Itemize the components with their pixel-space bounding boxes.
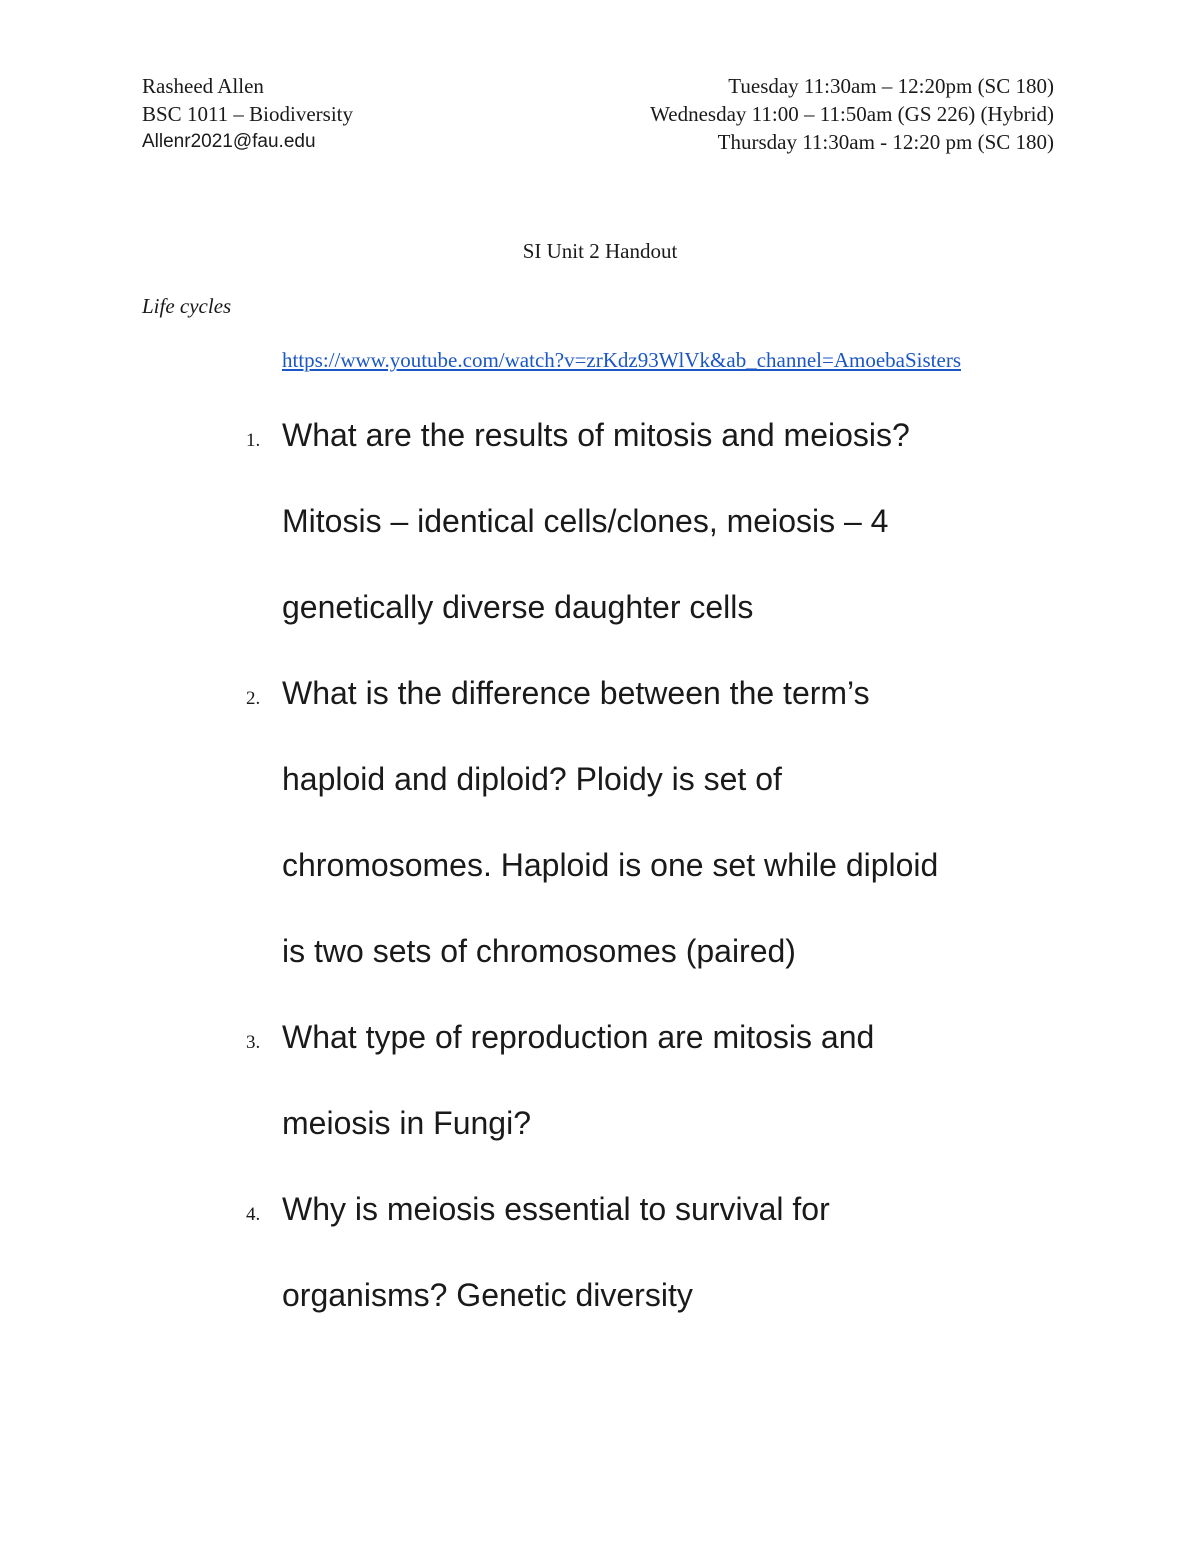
schedule-thursday: Thursday 11:30am - 12:20 pm (SC 180) <box>717 130 1054 154</box>
answer-line: genetically diverse daughter cells <box>282 589 754 625</box>
schedule-tuesday: Tuesday 11:30am – 12:20pm (SC 180) <box>728 74 1054 98</box>
section-heading: Life cycles <box>142 294 232 318</box>
question-number: 1. <box>246 430 261 451</box>
question-line: Why is meiosis essential to survival for <box>282 1191 830 1227</box>
question-list <box>0 392 1200 1338</box>
video-link[interactable]: https://www.youtube.com/watch?v=zrKdz93WlVk&ab_channel=AmoebaSisters <box>282 348 961 372</box>
question-number: 3. <box>246 1032 261 1053</box>
question-line: What type of reproduction are mitosis and <box>282 1019 875 1055</box>
document-header <box>142 72 1054 156</box>
question-item-3 <box>0 994 1200 1166</box>
author-name: Rasheed Allen <box>142 74 264 98</box>
schedule-wednesday: Wednesday 11:00 – 11:50am (GS 226) (Hybrid) <box>650 102 1054 126</box>
question-number: 4. <box>246 1204 261 1225</box>
header-row-1 <box>142 72 1054 100</box>
answer-line: organisms? Genetic diversity <box>282 1277 693 1313</box>
answer-line: is two sets of chromosomes (paired) <box>282 933 796 969</box>
answer-line: Mitosis – identical cells/clones, meiosis – 4 <box>282 503 889 539</box>
question-item-4 <box>0 1166 1200 1338</box>
page-title: SI Unit 2 Handout <box>522 239 678 263</box>
header-row-2 <box>142 100 1054 128</box>
question-line: What is the difference between the term’s <box>282 675 870 711</box>
question-number: 2. <box>246 688 261 709</box>
answer-line: haploid and diploid? Ploidy is set of <box>282 761 782 797</box>
question-item-2 <box>0 650 1200 994</box>
course-name: BSC 1011 – Biodiversity <box>142 102 353 126</box>
answer-line: chromosomes. Haploid is one set while diploid <box>282 847 939 883</box>
question-line: meiosis in Fungi? <box>282 1105 531 1141</box>
question-item-1 <box>0 392 1200 650</box>
header-row-3 <box>142 128 1054 156</box>
author-email: Allenr2021@fau.edu <box>142 131 316 152</box>
question-line: What are the results of mitosis and meiosis? <box>282 417 910 453</box>
